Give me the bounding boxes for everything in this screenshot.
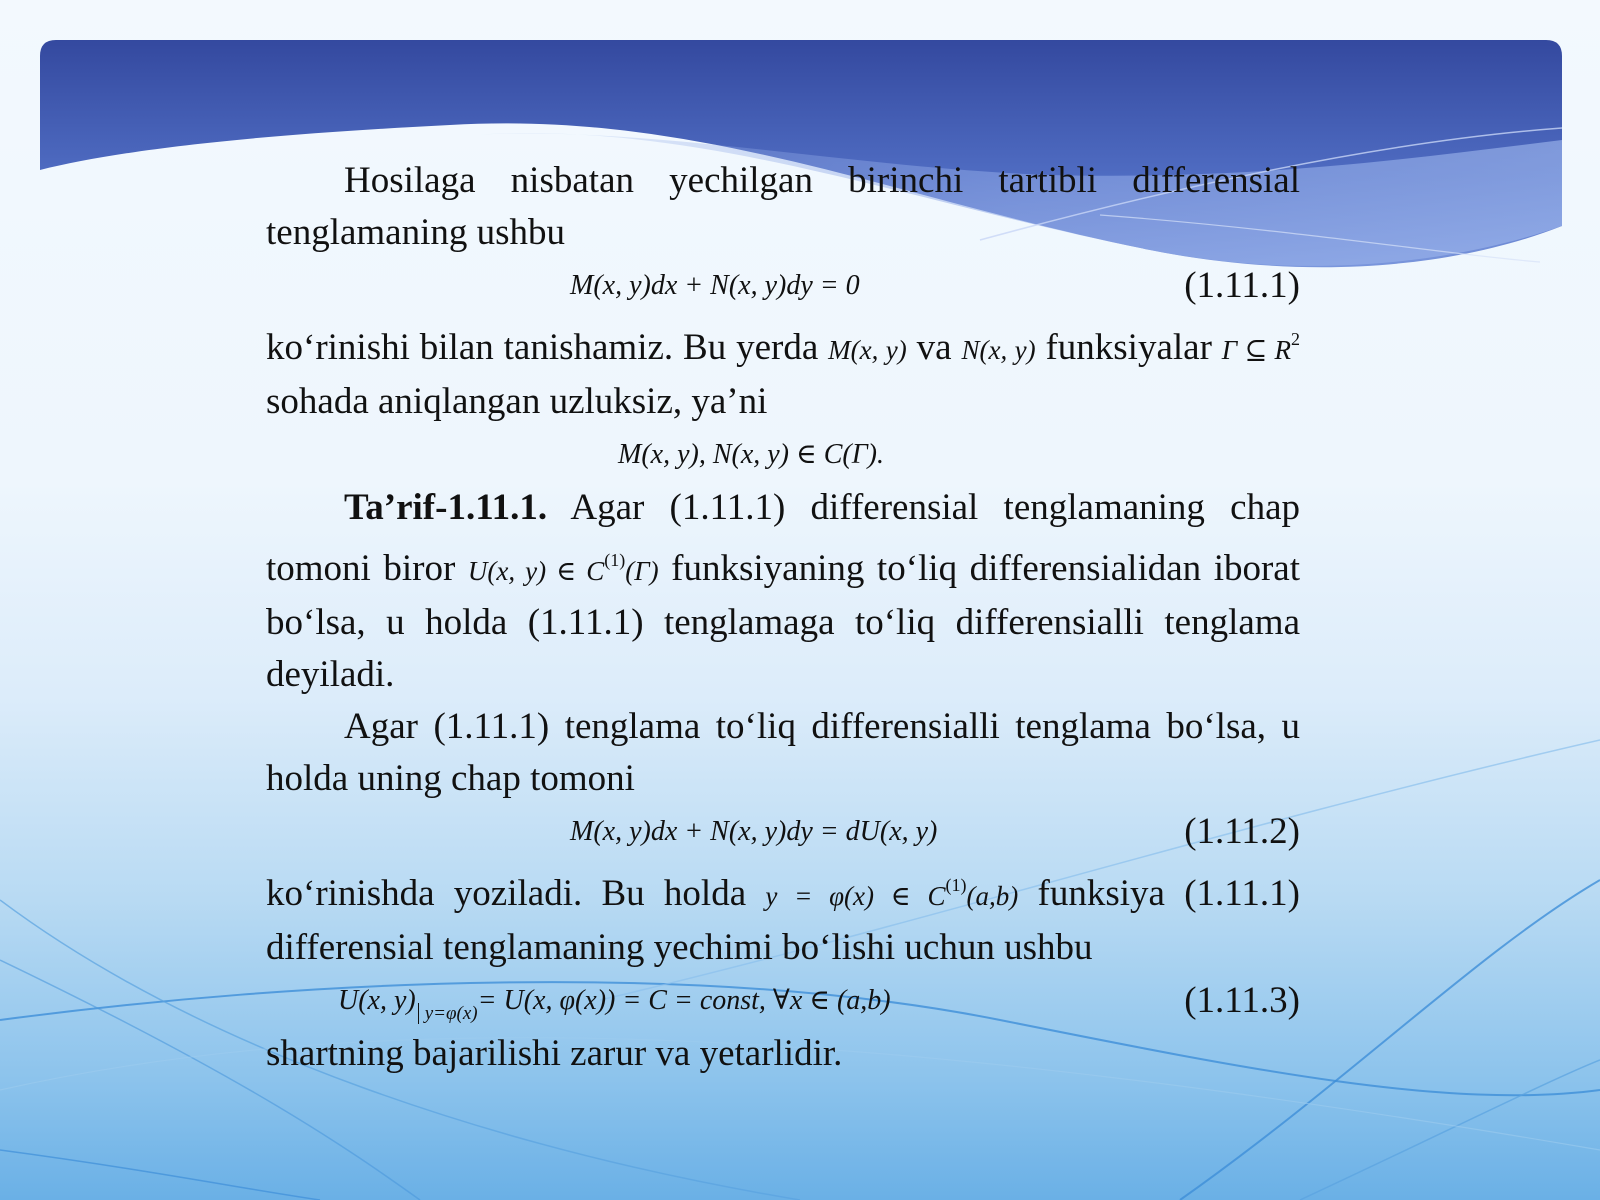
slide-content [266, 155, 1300, 1080]
paragraph-text: ko‘rinishda yoziladi. Bu holda [266, 873, 747, 914]
formula-base: U(x, y) ∈ C [467, 556, 605, 586]
superscript: (1) [945, 875, 967, 895]
paragraph-text: ko‘rinishi bilan tanishamiz. Bu yerda [266, 327, 819, 368]
equation-formula [338, 974, 891, 1041]
equation-continuity [266, 428, 1300, 482]
domain-formula [1221, 329, 1301, 365]
inline-formula [467, 550, 659, 586]
paragraph-text: funksiya (1.11.1) differensial tenglamaning yechimi bo‘lishi uchun ushbu [266, 873, 1300, 968]
equation-1-11-2 [266, 805, 1300, 859]
evaluation-subscript: y=φ(x) [418, 1003, 478, 1024]
bottom-swoosh-5 [1300, 1060, 1600, 1200]
intro-line-2: tenglamaning ushbu [266, 212, 566, 253]
equation-number: (1.11.2) [1184, 811, 1300, 852]
equation-1-11-1 [266, 259, 1300, 313]
formula-base: y = φ(x) ∈ C [765, 881, 946, 911]
paragraph-text: va [916, 327, 952, 368]
intro-paragraph [266, 155, 1300, 259]
functions-paragraph [266, 313, 1300, 428]
solution-paragraph [266, 859, 1300, 974]
paragraph-text: funksiyalar [1045, 327, 1212, 368]
definition-paragraph [266, 482, 1300, 701]
formula-end: (Γ) [625, 556, 659, 586]
superscript: 2 [1291, 329, 1301, 349]
formula-rhs: = U(x, φ(x)) = C = const, ∀x ∈ (a,b) [477, 985, 891, 1016]
formula-end: (a,b) [966, 881, 1019, 911]
domain-base: Γ ⊆ R [1221, 335, 1292, 365]
equation-formula: M(x, y)dx + N(x, y)dy = 0 [570, 270, 860, 301]
paragraph-text: Agar (1.11.1) differensial tenglamaning chap tomoni biror [266, 487, 1300, 589]
paragraph-text: sohada aniqlangan uzluksiz, ya’ni [266, 381, 768, 422]
exact-paragraph [266, 701, 1300, 805]
superscript: (1) [604, 550, 626, 570]
equation-number: (1.11.1) [1184, 265, 1300, 306]
inline-formula [765, 875, 1019, 911]
inline-formula: N(x, y) [961, 335, 1036, 365]
intro-line-1: Hosilaga nisbatan yechilgan birinchi tartibli differensial [344, 160, 1300, 201]
paragraph-text: funksiyaning to‘liq differensialidan iborat bo‘lsa, u holda (1.11.1) tenglamaga to‘liq differensialli tenglama deyiladi. [266, 548, 1301, 695]
equation-formula: M(x, y), N(x, y) ∈ C(Γ). [618, 439, 884, 470]
formula-lhs: U(x, y) [338, 985, 416, 1016]
paragraph-text: Agar (1.11.1) tenglama to‘liq differensialli tenglama bo‘lsa, u holda uning chap tomoni [266, 706, 1300, 799]
inline-formula: M(x, y) [828, 335, 907, 365]
paragraph-text: shartning bajarilishi zarur va yetarlidir. [266, 1033, 843, 1074]
equation-formula: M(x, y)dx + N(x, y)dy = dU(x, y) [570, 816, 938, 847]
equation-number: (1.11.3) [1184, 980, 1300, 1021]
bottom-swoosh-8 [0, 1150, 320, 1200]
definition-label: Ta’rif-1.11.1. [344, 487, 548, 528]
equation-1-11-3 [266, 974, 1300, 1028]
